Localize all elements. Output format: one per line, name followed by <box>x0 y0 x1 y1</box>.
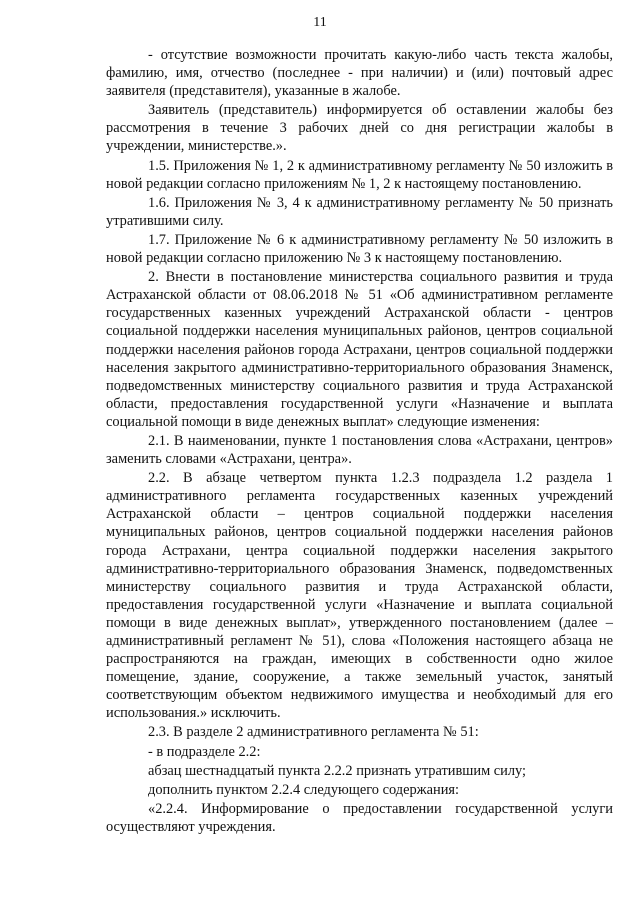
page-number: 11 <box>313 15 327 30</box>
paragraph-2: 2. Внести в постановление министерства социального развития и труда Астраханской области от 08.06.2018 № 51 «Об административном регламенте государственных казенных учреждений Астраханской области - центров социальной поддержки населения муниципальных районов, центров социальной поддержки населения районов города Астрахани, центров социальной поддержки населения закрытого административно-территориального образования Знаменск, подведомственных министерству социального развития и труда Астраханской области, предоставления государственной услуги «Назначение и выплата социальной помощи в виде денежных выплат» следующие изменения: <box>106 269 613 430</box>
paragraph-1-6: 1.6. Приложения № 3, 4 к административному регламенту № 50 признать утратившими силу. <box>106 194 613 229</box>
paragraph-2-3: 2.3. В разделе 2 административного регламента № 51: <box>148 724 479 741</box>
paragraph-2-2-4: «2.2.4. Информирование о предоставлении государственной услуги осуществляют учреждения. <box>106 800 613 835</box>
paragraph-add-2-2-4: дополнить пунктом 2.2.4 следующего содержания: <box>148 781 460 798</box>
paragraph-subsection-2-2: - в подразделе 2.2: <box>148 743 261 760</box>
paragraph-2-2-2: абзац шестнадцатый пункта 2.2.2 признать утратившим силу; <box>148 762 527 779</box>
document-body <box>106 46 613 837</box>
paragraph-1-5: 1.5. Приложения № 1, 2 к административному регламенту № 50 изложить в новой редакции согласно приложениям № 1, 2 к настоящему постановлению. <box>106 157 613 192</box>
paragraph-complaint-reason: - отсутствие возможности прочитать какую-либо часть текста жалобы, фамилию, имя, отчество (последнее - при наличии) и (или) почтовый адрес заявителя (представителя), указанные в жалобе. <box>106 47 613 100</box>
paragraph-1-7: 1.7. Приложение № 6 к административному регламенту № 50 изложить в новой редакции согласно приложению № 3 к настоящему постановлению. <box>106 231 613 267</box>
paragraph-2-2: 2.2. В абзаце четвертом пункта 1.2.3 подраздела 1.2 раздела 1 административного регламента государственных казенных учреждений Астраханской области – центров социальной поддержки населения муниципальных районов, центров социальной поддержки населения районов города Астрахани, центра социальной поддержки населения закрытого административно-территориального образования Знаменск, подведомственных министерству социального развития и труда Астраханской области, предоставления государственной услуги «Назначение и выплата социальной помощи в виде денежных выплат», утвержденного постановлением (далее – административный регламент № 51), слова «Положения настоящего абзаца не распространяются на граждан, имеющих в собственности одно жилое помещение, здание, сооружение, а также земельный участок, занятый соответствующим объектом недвижимого имущества и необходимый для его использования.» исключить. <box>106 470 613 722</box>
paragraph-2-1: 2.1. В наименовании, пункте 1 постановления слова «Астрахани, центров» заменить словами «Астрахани, центра». <box>106 432 613 468</box>
paragraph-applicant-informed: Заявитель (представитель) информируется об оставлении жалобы без рассмотрения в течение 3 рабочих дней со дня регистрации жалобы в учреждении, министерстве.». <box>106 102 613 155</box>
